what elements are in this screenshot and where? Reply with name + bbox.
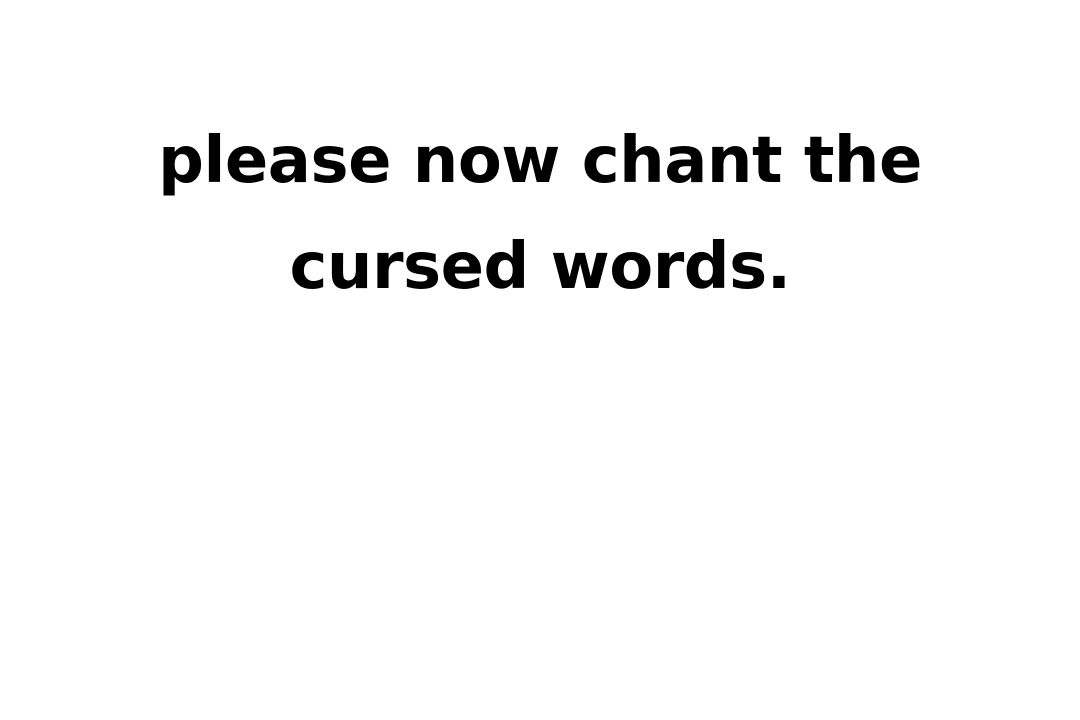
headline-text [0,108,1080,320]
headline-line-1: please now chant the [158,124,922,198]
headline-line-2: cursed words. [289,230,791,304]
